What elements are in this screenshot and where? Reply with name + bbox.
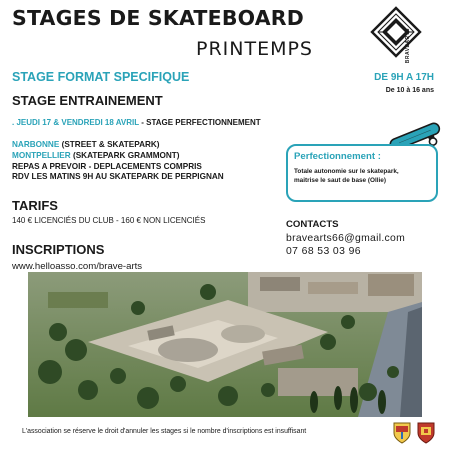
location-item bbox=[12, 151, 224, 162]
location-city: NARBONNE bbox=[12, 140, 60, 149]
locations-list bbox=[12, 140, 224, 183]
tarifs-heading: TARIFS bbox=[12, 198, 58, 213]
location-place: (SKATEPARK GRAMMONT) bbox=[70, 150, 180, 160]
registration-link[interactable]: www.helloasso.com/brave-arts bbox=[12, 261, 143, 272]
region-crest-icon bbox=[416, 421, 436, 445]
contact-phone[interactable]: 07 68 53 03 96 bbox=[286, 246, 361, 257]
inscriptions-heading: INSCRIPTIONS bbox=[12, 242, 105, 257]
skatepark-aerial-image bbox=[28, 272, 422, 417]
info-line: REPAS A PREVOIR - DEPLACEMENTS COMPRIS bbox=[12, 161, 202, 171]
page-title: STAGES DE SKATEBOARD bbox=[12, 6, 304, 30]
contact-email[interactable]: bravearts66@gmail.com bbox=[286, 233, 406, 244]
info-line: RDV LES MATINS 9H AU SKATEPARK DE PERPIGNAN bbox=[12, 172, 224, 182]
city-crest-icon bbox=[392, 421, 412, 445]
stage-dates bbox=[12, 118, 261, 127]
contacts-heading: CONTACTS bbox=[286, 219, 339, 230]
format-heading: STAGE FORMAT SPECIFIQUE bbox=[12, 70, 190, 84]
stage-dates-suffix: - STAGE PERFECTIONNEMENT bbox=[139, 118, 261, 127]
perfection-box bbox=[286, 144, 438, 202]
stage-heading: STAGE ENTRAINEMENT bbox=[12, 93, 163, 108]
location-item bbox=[12, 140, 224, 151]
stage-dates-prefix: . JEUDI 17 & VENDREDI 18 AVRIL bbox=[12, 118, 139, 127]
logo-text: BRAVEARTS bbox=[405, 28, 411, 64]
perfection-heading: Perfectionnement : bbox=[294, 151, 381, 162]
page-subtitle: PRINTEMPS bbox=[196, 38, 313, 60]
location-city: MONTPELLIER bbox=[12, 150, 71, 160]
brave-arts-logo-icon bbox=[370, 6, 422, 60]
footer-disclaimer: L'association se réserve le droit d'annuler les stages si le nombre d'inscriptions est insuffisant bbox=[22, 428, 307, 435]
age-range: De 10 à 16 ans bbox=[385, 87, 434, 94]
perfection-line: Totale autonomie sur le skatepark, bbox=[294, 168, 399, 175]
perfection-text bbox=[294, 167, 430, 185]
perfection-line: maitrise le saut de base (Ollie) bbox=[294, 177, 386, 184]
location-place: (STREET & SKATEPARK) bbox=[59, 140, 160, 149]
tarifs-text: 140 € LICENCIÉS DU CLUB - 160 € NON LICENCIÉS bbox=[12, 216, 206, 225]
schedule-time: DE 9H A 17H bbox=[374, 72, 434, 83]
